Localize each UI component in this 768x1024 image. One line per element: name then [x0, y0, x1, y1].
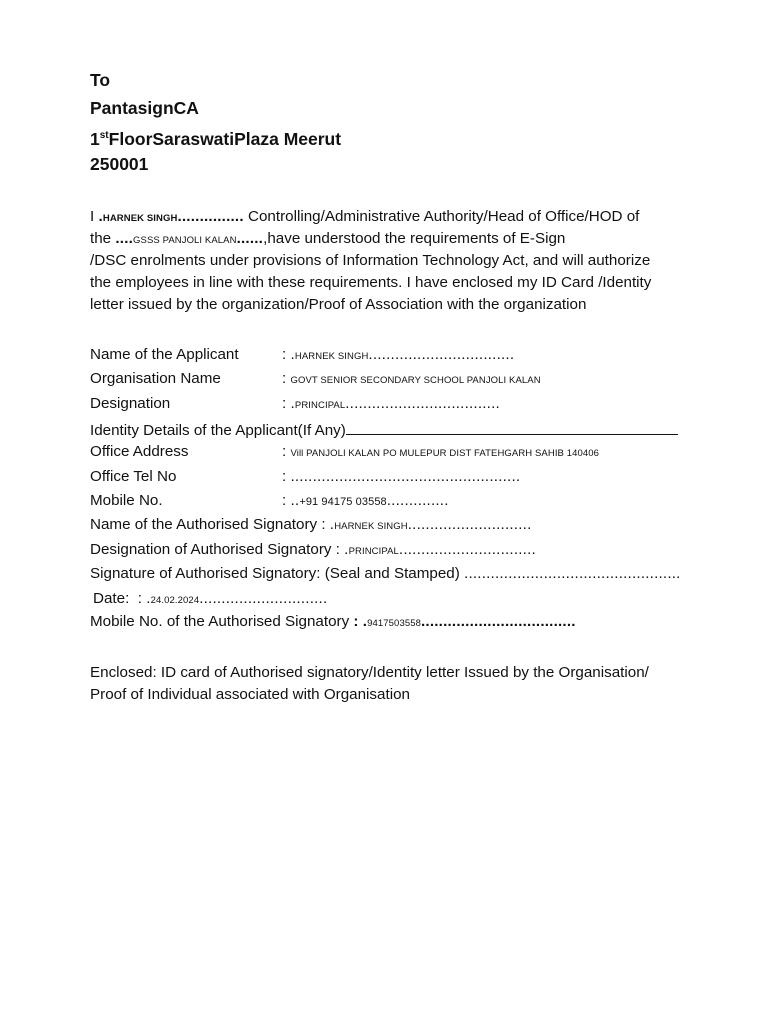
declaration-name-dots-pre: . [98, 208, 103, 225]
date-value: 24.02.2024 [150, 595, 200, 606]
field-office-tel [90, 467, 521, 487]
applicant-name-label: Name of the Applicant [90, 346, 239, 363]
office-tel-label: Office Tel No [90, 468, 177, 485]
declaration-line-2 [90, 228, 720, 252]
mobile-colon: : [282, 492, 287, 509]
address-pin: 250001 [90, 154, 149, 174]
field-date [93, 589, 327, 611]
office-address-value: Vill PANJOLI KALAN PO MULEPUR DIST FATEHGARH SAHIB 140406 [290, 448, 600, 459]
applicant-name-colon: : [282, 346, 287, 363]
mobile-value: +91 94175 03558 [299, 496, 387, 508]
org-name-value-group [282, 369, 541, 391]
mobile-value-group [282, 491, 449, 512]
declaration-line-3: /DSC enrolments under provisions of Information Technology Act, and will authorize [90, 252, 651, 269]
field-auth-name [90, 515, 531, 537]
office-tel-value-group [282, 467, 520, 487]
declaration-line2-rest: ,have understood the requirements of E-Sign [263, 230, 566, 247]
declaration-line1-rest: Controlling/Administrative Authority/Head of Office/HOD of [248, 208, 640, 225]
declaration-line-4: the employees in line with these requirements. I have enclosed my ID Card /Identity [90, 274, 652, 291]
declaration-org-dots-pre: .... [115, 230, 134, 247]
date-dots-post: ............................. [199, 590, 328, 607]
address-company: PantasignCA [90, 98, 199, 118]
designation-dots-pre: . [290, 395, 295, 412]
auth-name-value: HARNEK SINGH [334, 521, 408, 532]
auth-name-label: Name of the Authorised Signatory : [90, 516, 326, 533]
mobile-label: Mobile No. [90, 492, 163, 509]
auth-name-dots-post: ............................ [407, 516, 532, 533]
field-org-name [90, 369, 541, 389]
floor-superscript: st [99, 130, 109, 141]
mobile-dots-pre: .. [290, 492, 300, 509]
declaration-name-fill: HARNEK SINGH [102, 213, 178, 224]
field-office-address [90, 442, 600, 462]
declaration-line-5: letter issued by the organization/Proof of Association with the organization [90, 296, 587, 313]
applicant-name-dots-pre: . [290, 346, 295, 363]
declaration-line-1 [90, 206, 720, 230]
field-auth-mobile [90, 612, 576, 634]
mobile-dots-post: .............. [386, 492, 449, 509]
declaration-org-dots-post: ...... [236, 230, 264, 247]
office-address-colon: : [282, 443, 287, 460]
auth-mobile-dots-post: ................................... [420, 613, 576, 630]
auth-designation-label: Designation of Authorised Signatory : [90, 541, 340, 558]
auth-mobile-value: 9417503558 [367, 618, 421, 629]
signature-dots: ................................................. [464, 565, 681, 582]
applicant-name-dots-post: ................................. [368, 346, 515, 363]
enclosed-line-1: Enclosed: ID card of Authorised signatory/Identity letter Issued by the Organisation/ [90, 664, 649, 681]
field-signature [90, 564, 681, 584]
field-identity-details [90, 418, 678, 441]
designation-dots-post: ................................... [345, 395, 500, 412]
address-floor [90, 124, 341, 151]
declaration-org-fill: GSSS PANJOLI KALAN [133, 235, 237, 246]
floor-number: 1 [90, 128, 100, 149]
office-address-value-group [282, 442, 599, 464]
office-tel-dots: .................................................... [290, 468, 521, 485]
date-label: Date: [93, 590, 130, 607]
office-tel-colon: : [282, 468, 287, 485]
org-name-value: GOVT SENIOR SECONDARY SCHOOL PANJOLI KALAN [290, 375, 541, 386]
identity-details-underline [346, 418, 678, 435]
auth-designation-value: PRINCIPAL [348, 546, 399, 557]
auth-mobile-label: Mobile No. of the Authorised Signatory [90, 613, 350, 630]
field-auth-designation [90, 540, 536, 562]
auth-name-dots-pre: . [329, 516, 335, 533]
enclosed-line-2: Proof of Individual associated with Organisation [90, 686, 410, 703]
declaration-i: I [90, 208, 95, 225]
applicant-name-value: HARNEK SINGH [294, 351, 369, 362]
address-to: To [90, 70, 111, 90]
identity-details-label: Identity Details of the Applicant(If Any) [90, 422, 346, 439]
designation-value: PRINCIPAL [294, 400, 346, 411]
org-name-label: Organisation Name [90, 370, 221, 387]
floor-rest: FloorSaraswatiPlaza Meerut [108, 128, 342, 149]
auth-mobile-colon: : [353, 613, 359, 630]
signature-label: Signature of Authorised Signatory: (Seal and Stamped) [90, 565, 460, 582]
org-name-colon: : [282, 370, 287, 387]
designation-value-group [282, 394, 500, 416]
declaration-name-dots-post: ............... [177, 208, 244, 225]
auth-designation-dots-post: ............................... [398, 541, 536, 558]
designation-colon: : [282, 395, 287, 412]
auth-designation-dots-pre: . [344, 541, 349, 558]
applicant-name-value-group [282, 345, 514, 367]
field-mobile [90, 491, 449, 511]
field-applicant-name [90, 345, 515, 365]
auth-mobile-dots-pre: . [362, 613, 368, 630]
designation-label: Designation [90, 395, 171, 412]
declaration-the: the [90, 230, 112, 247]
date-colon: : [137, 590, 142, 607]
date-dots-pre: . [146, 590, 151, 607]
office-address-label: Office Address [90, 443, 189, 460]
field-designation [90, 394, 500, 414]
